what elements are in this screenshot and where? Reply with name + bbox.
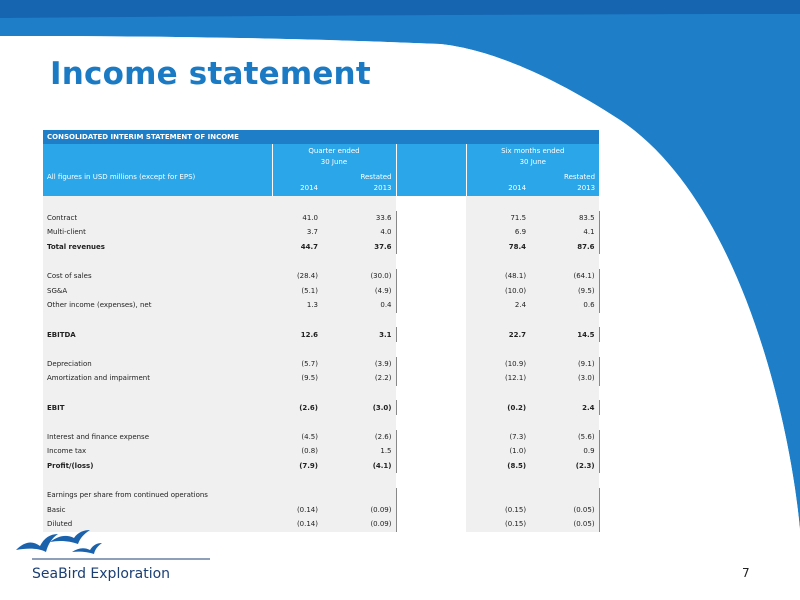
- cell-q2013: (4.9): [322, 284, 396, 299]
- period-header-row: [43, 144, 599, 170]
- cell-s2014: (48.1): [466, 269, 530, 284]
- cell-q2014: (0.14): [272, 517, 322, 532]
- row-label: Multi-client: [43, 225, 272, 240]
- period-quarter-line2: 30 June: [320, 158, 348, 166]
- col-s2014-header: 2014: [466, 170, 530, 196]
- cell-q2014: (0.14): [272, 502, 322, 517]
- cell-s2013: (5.6): [530, 430, 599, 445]
- cell-q2013: 33.6: [322, 211, 396, 226]
- row-label: Interest and finance expense: [43, 430, 272, 445]
- period-quarter: [272, 144, 396, 170]
- spacer-row: [43, 386, 599, 401]
- cell-s2014: (7.3): [466, 430, 530, 445]
- table-caption: CONSOLIDATED INTERIM STATEMENT OF INCOME: [43, 130, 530, 144]
- cell-s2013: (9.5): [530, 284, 599, 299]
- table-row: [43, 430, 599, 445]
- cell-s2013: [530, 488, 599, 503]
- spacer-cell: [43, 313, 272, 328]
- spacer-cell: [530, 473, 599, 488]
- cell-q2013: (4.1): [322, 459, 396, 474]
- spacer-cell: [530, 386, 599, 401]
- table-row: [43, 298, 599, 313]
- spacer-cell: [272, 415, 322, 430]
- period-gap: [396, 144, 466, 170]
- table-row: [43, 225, 599, 240]
- cell-q2014: (0.8): [272, 444, 322, 459]
- spacer-cell: [396, 254, 466, 269]
- cell-q2014: (28.4): [272, 269, 322, 284]
- cell-gap: [396, 430, 466, 445]
- cell-q2014: (2.6): [272, 400, 322, 415]
- spacer-cell: [396, 473, 466, 488]
- cell-q2013: (3.0): [322, 400, 396, 415]
- cell-s2014: (1.0): [466, 444, 530, 459]
- cell-s2013: (0.05): [530, 517, 599, 532]
- row-label: Other income (expenses), net: [43, 298, 272, 313]
- row-label: Cost of sales: [43, 269, 272, 284]
- cell-s2014: 78.4: [466, 240, 530, 255]
- spacer-cell: [396, 415, 466, 430]
- cell-s2013: 2.4: [530, 400, 599, 415]
- row-label: Amortization and impairment: [43, 371, 272, 386]
- cell-s2014: (10.9): [466, 357, 530, 372]
- cell-gap: [396, 327, 466, 342]
- period-six-months: [466, 144, 599, 170]
- cell-q2013: (30.0): [322, 269, 396, 284]
- spacer-cell: [466, 342, 530, 357]
- spacer-cell: [396, 313, 466, 328]
- table-row: [43, 488, 599, 503]
- table-row: [43, 459, 599, 474]
- col-q2013-header: Restated 2013: [322, 170, 396, 196]
- cell-s2014: (8.5): [466, 459, 530, 474]
- cell-s2014: 22.7: [466, 327, 530, 342]
- cell-gap: [396, 371, 466, 386]
- cell-q2014: (7.9): [272, 459, 322, 474]
- caption-spacer: [530, 130, 599, 144]
- cell-s2014: (10.0): [466, 284, 530, 299]
- spacer-cell: [43, 386, 272, 401]
- spacer-row: [43, 415, 599, 430]
- cell-q2014: (9.5): [272, 371, 322, 386]
- period-blank: [43, 144, 272, 170]
- period-six-line2: 30 June: [519, 158, 546, 166]
- table-caption-row: [43, 130, 599, 144]
- spacer-cell: [272, 342, 322, 357]
- spacer-cell: [466, 386, 530, 401]
- row-label: Depreciation: [43, 357, 272, 372]
- logo-wordmark: SeaBird Exploration: [32, 566, 171, 582]
- units-label: All figures in USD millions (except for EPS): [43, 170, 272, 196]
- cell-gap: [396, 488, 466, 503]
- spacer-cell: [322, 386, 396, 401]
- table-row: [43, 502, 599, 517]
- cell-q2014: 3.7: [272, 225, 322, 240]
- slide-title: Income statement: [50, 56, 371, 92]
- cell-q2013: (3.9): [322, 357, 396, 372]
- cell-q2013: [322, 488, 396, 503]
- cell-s2013: 0.6: [530, 298, 599, 313]
- table-row: [43, 211, 599, 226]
- spacer-cell: [272, 473, 322, 488]
- cell-s2014: (0.2): [466, 400, 530, 415]
- cell-s2013: 87.6: [530, 240, 599, 255]
- cell-q2014: 44.7: [272, 240, 322, 255]
- year-header-row: [43, 170, 599, 196]
- spacer-row: [43, 313, 599, 328]
- cell-q2013: (2.2): [322, 371, 396, 386]
- period-quarter-line1: Quarter ended: [308, 147, 360, 155]
- spacer-cell: [322, 196, 396, 211]
- spacer-cell: [396, 196, 466, 211]
- row-label: EBIT: [43, 400, 272, 415]
- spacer-row: [43, 473, 599, 488]
- cell-gap: [396, 240, 466, 255]
- cell-gap: [396, 357, 466, 372]
- cell-q2013: (0.09): [322, 517, 396, 532]
- row-label: Profit/(loss): [43, 459, 272, 474]
- year-gap: [396, 170, 466, 196]
- cell-q2013: 4.0: [322, 225, 396, 240]
- cell-gap: [396, 459, 466, 474]
- cell-q2013: 1.5: [322, 444, 396, 459]
- cell-gap: [396, 400, 466, 415]
- spacer-cell: [466, 254, 530, 269]
- cell-gap: [396, 502, 466, 517]
- row-label: Diluted: [43, 517, 272, 532]
- spacer-row: [43, 254, 599, 269]
- spacer-cell: [43, 254, 272, 269]
- table-row: [43, 400, 599, 415]
- col-s2013-header: Restated 2013: [530, 170, 599, 196]
- cell-s2013: (2.3): [530, 459, 599, 474]
- cell-q2013: 0.4: [322, 298, 396, 313]
- spacer-cell: [322, 473, 396, 488]
- spacer-cell: [530, 313, 599, 328]
- cell-q2013: 37.6: [322, 240, 396, 255]
- cell-q2014: [272, 488, 322, 503]
- cell-s2013: 83.5: [530, 211, 599, 226]
- spacer-cell: [466, 313, 530, 328]
- cell-s2013: 14.5: [530, 327, 599, 342]
- cell-q2014: (5.7): [272, 357, 322, 372]
- cell-s2014: (0.15): [466, 517, 530, 532]
- cell-s2013: (64.1): [530, 269, 599, 284]
- spacer-cell: [466, 196, 530, 211]
- spacer-cell: [322, 254, 396, 269]
- cell-s2014: 2.4: [466, 298, 530, 313]
- table-row: [43, 327, 599, 342]
- cell-s2014: 71.5: [466, 211, 530, 226]
- cell-s2014: 6.9: [466, 225, 530, 240]
- spacer-cell: [43, 342, 272, 357]
- spacer-cell: [43, 415, 272, 430]
- spacer-cell: [272, 313, 322, 328]
- cell-s2014: [466, 488, 530, 503]
- spacer-row: [43, 342, 599, 357]
- table-row: [43, 371, 599, 386]
- table-row: [43, 357, 599, 372]
- table-row: [43, 284, 599, 299]
- spacer-cell: [396, 342, 466, 357]
- spacer-cell: [272, 254, 322, 269]
- bird-icons: [16, 530, 102, 554]
- table-row: [43, 269, 599, 284]
- row-label: Total revenues: [43, 240, 272, 255]
- cell-q2014: 12.6: [272, 327, 322, 342]
- cell-q2013: (0.09): [322, 502, 396, 517]
- cell-gap: [396, 444, 466, 459]
- cell-s2013: (3.0): [530, 371, 599, 386]
- cell-q2013: 3.1: [322, 327, 396, 342]
- spacer-cell: [396, 386, 466, 401]
- cell-q2014: 1.3: [272, 298, 322, 313]
- cell-q2014: (4.5): [272, 430, 322, 445]
- spacer-cell: [322, 415, 396, 430]
- spacer-cell: [530, 196, 599, 211]
- row-label: Contract: [43, 211, 272, 226]
- spacer-cell: [530, 254, 599, 269]
- spacer-cell: [43, 196, 272, 211]
- cell-gap: [396, 269, 466, 284]
- row-label: Income tax: [43, 444, 272, 459]
- period-six-line1: Six months ended: [501, 147, 565, 155]
- spacer-cell: [322, 313, 396, 328]
- table-row: [43, 444, 599, 459]
- spacer-cell: [272, 196, 322, 211]
- row-label: EBITDA: [43, 327, 272, 342]
- table-row: [43, 240, 599, 255]
- income-statement-table: [43, 130, 600, 532]
- cell-gap: [396, 298, 466, 313]
- spacer-cell: [530, 415, 599, 430]
- col-q2014-header: 2014: [272, 170, 322, 196]
- cell-s2013: 4.1: [530, 225, 599, 240]
- cell-q2014: 41.0: [272, 211, 322, 226]
- cell-s2014: (0.15): [466, 502, 530, 517]
- cell-q2013: (2.6): [322, 430, 396, 445]
- cell-gap: [396, 211, 466, 226]
- cell-s2014: (12.1): [466, 371, 530, 386]
- cell-q2014: (5.1): [272, 284, 322, 299]
- row-label: Basic: [43, 502, 272, 517]
- cell-s2013: 0.9: [530, 444, 599, 459]
- cell-gap: [396, 517, 466, 532]
- spacer-cell: [322, 342, 396, 357]
- spacer-cell: [530, 342, 599, 357]
- spacer-cell: [272, 386, 322, 401]
- row-label: Earnings per share from continued operations: [43, 488, 272, 503]
- spacer-cell: [43, 473, 272, 488]
- spacer-row: [43, 196, 599, 211]
- cell-gap: [396, 284, 466, 299]
- cell-s2013: (9.1): [530, 357, 599, 372]
- row-label: SG&A: [43, 284, 272, 299]
- cell-gap: [396, 225, 466, 240]
- page-number: 7: [742, 566, 750, 580]
- spacer-cell: [466, 473, 530, 488]
- spacer-cell: [466, 415, 530, 430]
- cell-s2013: (0.05): [530, 502, 599, 517]
